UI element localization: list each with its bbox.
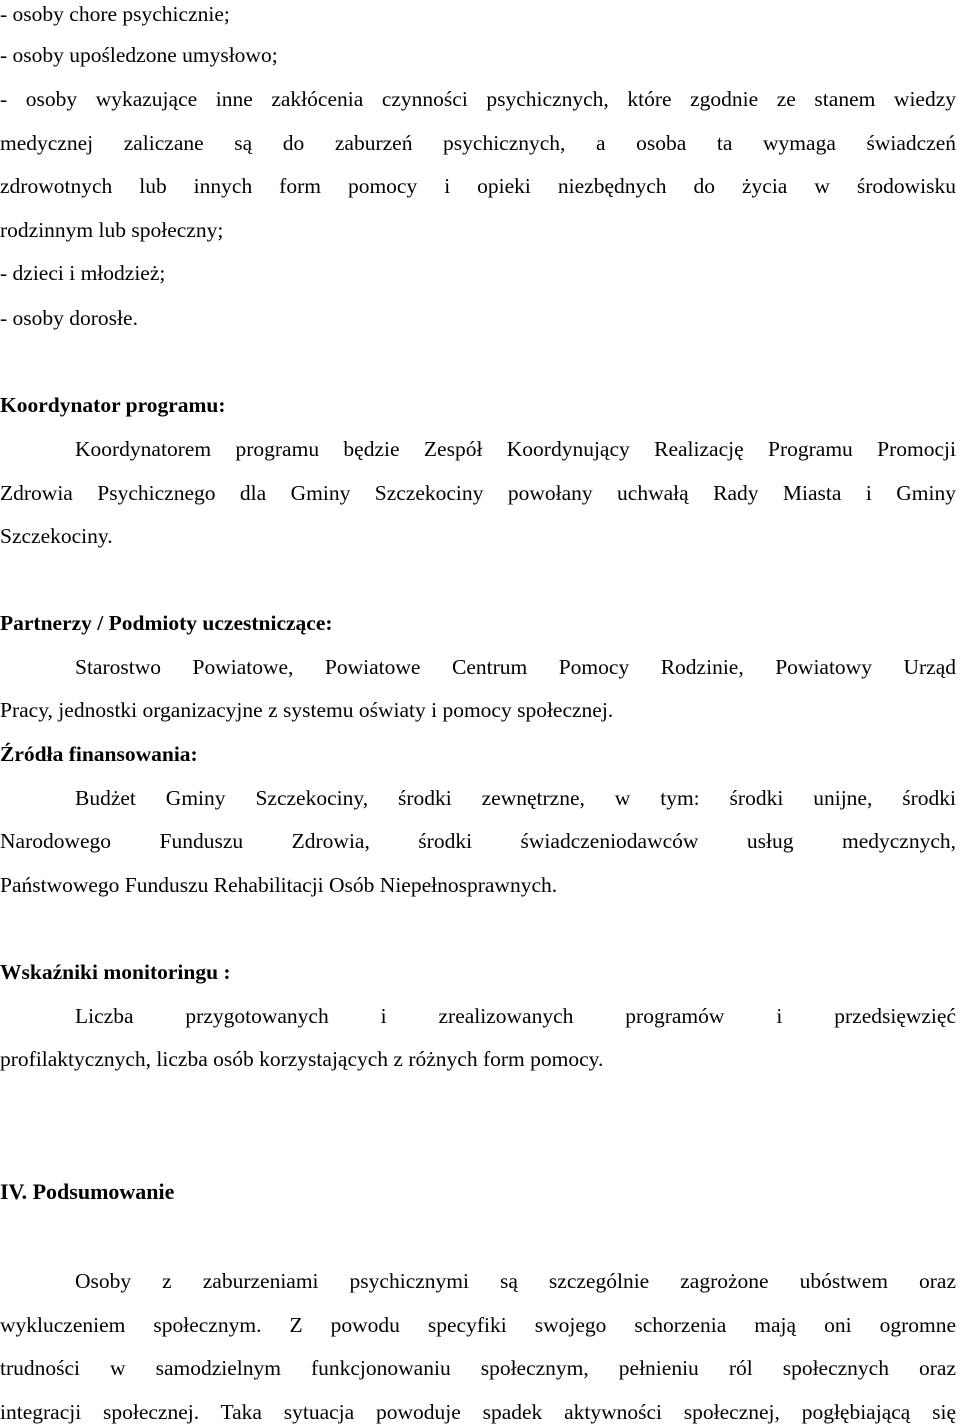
- paragraph-line: Osoby z zaburzeniami psychicznymi są szczególnie zagrożone ubóstwem oraz: [75, 1269, 956, 1293]
- paragraph-line: Starostwo Powiatowe, Powiatowe Centrum Pomocy Rodzinie, Powiatowy Urząd: [75, 655, 956, 679]
- indicators-heading: Wskaźniki monitoringu :: [0, 960, 231, 984]
- list-item: - osoby chore psychicznie;: [0, 2, 230, 26]
- paragraph-line: Koordynatorem programu będzie Zespół Koordynujący Realizację Programu Promocji: [75, 437, 956, 461]
- paragraph-line: Liczba przygotowanych i zrealizowanych programów i przedsięwzięć: [75, 1004, 956, 1028]
- funding-heading: Źródła finansowania:: [0, 742, 198, 766]
- list-item: - osoby upośledzone umysłowo;: [0, 43, 278, 67]
- paragraph-line: trudności w samodzielnym funkcjonowaniu społecznym, pełnieniu ról społecznych oraz: [0, 1356, 956, 1380]
- paragraph-line: Budżet Gminy Szczekociny, środki zewnętrzne, w tym: środki unijne, środki: [75, 786, 956, 810]
- paragraph-line: zdrowotnych lub innych form pomocy i opieki niezbędnych do życia w środowisku: [0, 174, 956, 198]
- section-title: IV. Podsumowanie: [0, 1179, 175, 1204]
- paragraph-line: wykluczeniem społecznym. Z powodu specyfiki swojego schorzenia mają oni ogromne: [0, 1313, 956, 1337]
- paragraph-line: Państwowego Funduszu Rehabilitacji Osób Niepełnosprawnych.: [0, 873, 558, 897]
- paragraph-line: medycznej zaliczane są do zaburzeń psychicznych, a osoba ta wymaga świadczeń: [0, 131, 956, 155]
- coordinator-heading: Koordynator programu:: [0, 393, 226, 417]
- paragraph-line: integracji społecznej. Taka sytuacja powoduje spadek aktywności społecznej, pogłębiającą się: [0, 1400, 956, 1424]
- list-item: - osoby dorosłe.: [0, 306, 138, 330]
- paragraph-line: - osoby wykazujące inne zakłócenia czynności psychicznych, które zgodnie ze stanem wiedzy: [0, 87, 956, 111]
- paragraph-line: Szczekociny.: [0, 524, 113, 548]
- paragraph-line: Narodowego Funduszu Zdrowia, środki świadczeniodawców usług medycznych,: [0, 829, 956, 853]
- paragraph-line: rodzinnym lub społeczny;: [0, 218, 224, 242]
- paragraph-line: profilaktycznych, liczba osób korzystających z różnych form pomocy.: [0, 1047, 604, 1071]
- partners-heading: Partnerzy / Podmioty uczestniczące:: [0, 611, 333, 635]
- list-item: - dzieci i młodzież;: [0, 261, 166, 285]
- paragraph-line: Pracy, jednostki organizacyjne z systemu oświaty i pomocy społecznej.: [0, 698, 614, 722]
- paragraph-line: Zdrowia Psychicznego dla Gminy Szczekociny powołany uchwałą Rady Miasta i Gminy: [0, 481, 956, 505]
